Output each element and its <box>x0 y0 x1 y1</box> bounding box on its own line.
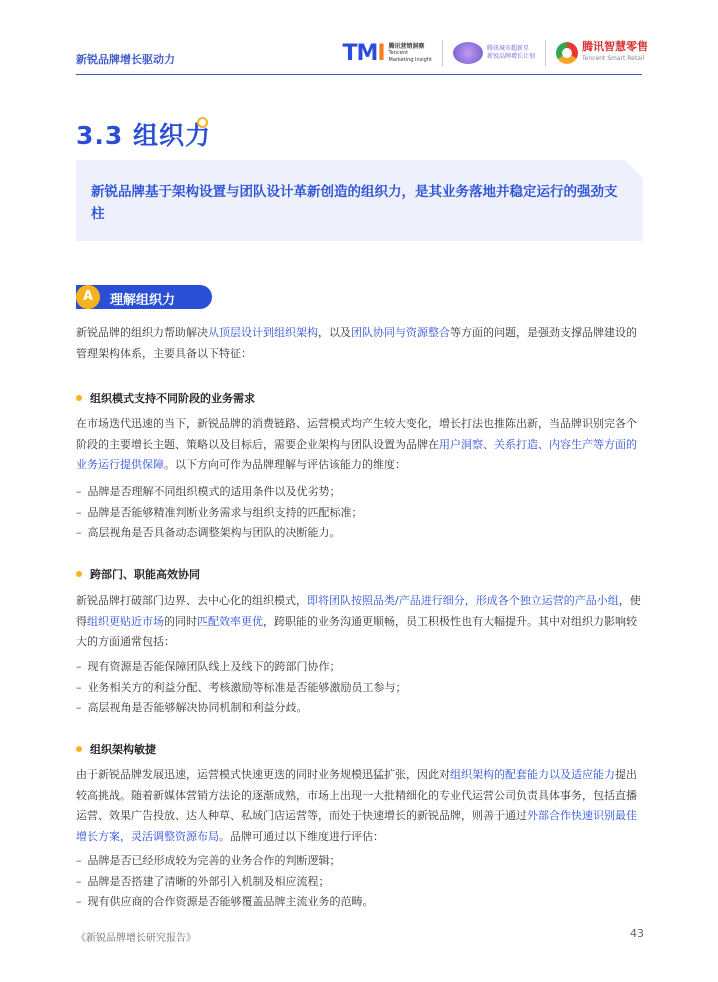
subsection-badge: A <box>76 285 100 309</box>
logo-divider <box>442 40 443 66</box>
smart-en: Tencent Smart Retail <box>582 55 645 62</box>
block3-heading: 组织架构敏捷 <box>76 741 156 757</box>
title-ring-icon <box>197 117 208 128</box>
block2-heading: 跨部门、职能高效协同 <box>76 566 200 582</box>
tmi-en2: Marketing Insight <box>388 56 432 63</box>
list-item: – 高层视角是否具备动态调整架构与团队的决断能力。 <box>76 526 341 539</box>
list-item: – 现有资源是否能保障团队线上及线下的跨部门协作； <box>76 660 341 673</box>
block3-paragraph: 由于新锐品牌发展迅速，运营模式快速更迭的同时业务规模迅猛扩张，因此对组织架构的配套能力以及适应能力提出较高挑战。随着新媒体营销方法论的逐渐成熟，市场上出现一大批精细化的专业代运营公司负责具体事务，包括直播运营、效果广告投放、达人种草、私域门店运营等，而处于快速增长的新锐品牌，则善于通过外部合作快速识别最佳增长方案，灵活调整资源布局。品牌可通过以下维度进行评估： <box>76 768 637 843</box>
bullet-dot-icon <box>76 746 82 752</box>
page-number: 43 <box>630 927 644 940</box>
tmi-en1: Tencent <box>388 49 408 56</box>
list-item: – 品牌是否能够精准判断业务需求与组织支持的匹配标准； <box>76 505 363 519</box>
plan-line1: 腾讯城市超新星 <box>486 45 529 52</box>
block3-list <box>76 851 644 913</box>
list-item: – 品牌是否搭建了清晰的外部引入机制及相应流程； <box>76 874 330 888</box>
smart-retail-icon <box>556 42 578 64</box>
list-item: – 业务相关方的利益分配、考核激励等标准是否能够激励员工参与； <box>76 680 407 694</box>
list-item: – 现有供应商的合作资源是否能够覆盖品牌主流业务的范畴。 <box>76 895 374 908</box>
summary-text: 新锐品牌基于架构设置与团队设计革新创造的组织力，是其业务落地并稳定运行的强劲支柱 <box>91 184 618 222</box>
supernova-badge-icon <box>453 42 483 64</box>
section-title: 3.3 组织力 <box>76 121 211 150</box>
tmi-mark: TMI <box>342 40 385 66</box>
smart-retail-logo <box>556 41 648 65</box>
smart-cn: 腾讯智慧零售 <box>582 40 648 53</box>
block1-heading: 组织模式支持不同阶段的业务需求 <box>76 390 255 406</box>
header-title: 新锐品牌增长驱动力 <box>76 53 175 66</box>
block2-list <box>76 657 644 719</box>
list-item: – 品牌是否已经形成较为完善的业务合作的判断逻辑； <box>76 854 341 867</box>
partner-logos <box>342 40 648 66</box>
intro-paragraph: 新锐品牌的组织力帮助解决从顶层设计到组织架构，以及团队协同与资源整合等方面的问题，是强劲支撑品牌建设的管理架构体系，主要具备以下特征： <box>76 326 637 360</box>
tmi-logo <box>342 41 432 66</box>
block2-paragraph: 新锐品牌打破部门边界、去中心化的组织模式，即将团队按照品类/产品进行细分，形成各个独立运营的产品小组，使得组织更贴近市场的同时匹配效率更优，跨职能的业务沟通更顺畅，员工积极性也有大幅提升。其中对组织力影响较大的方面通常包括： <box>76 594 641 648</box>
logo-divider <box>545 40 546 66</box>
plan-line2: 新锐品牌增长计划 <box>486 53 535 60</box>
list-item: – 高层视角是否能够解决协同机制和利益分歧。 <box>76 701 308 714</box>
footer-report-title: 《新锐品牌增长研究报告》 <box>76 933 196 944</box>
header-divider <box>76 74 642 75</box>
bullet-dot-icon <box>76 395 82 401</box>
subsection-title: 理解组织力 <box>110 293 176 308</box>
list-item: – 品牌是否理解不同组织模式的适用条件以及优劣势； <box>76 485 341 498</box>
summary-box <box>76 160 643 241</box>
tmi-cn: 腾讯营销洞察 <box>388 42 425 50</box>
plan-logo <box>453 42 535 64</box>
block1-list <box>76 482 644 544</box>
block1-paragraph: 在市场迭代迅速的当下，新锐品牌的消费链路、运营模式均产生较大变化，增长打法也推陈出新，当品牌识别完各个阶段的主要增长主题、策略以及目标后，需要企业架构与团队设置为品牌在用户洞察、关系打造、内容生产等方面的业务运行提供保障。以下方向可作为品牌理解与评估该能力的维度： <box>76 417 637 471</box>
bullet-dot-icon <box>76 571 82 577</box>
